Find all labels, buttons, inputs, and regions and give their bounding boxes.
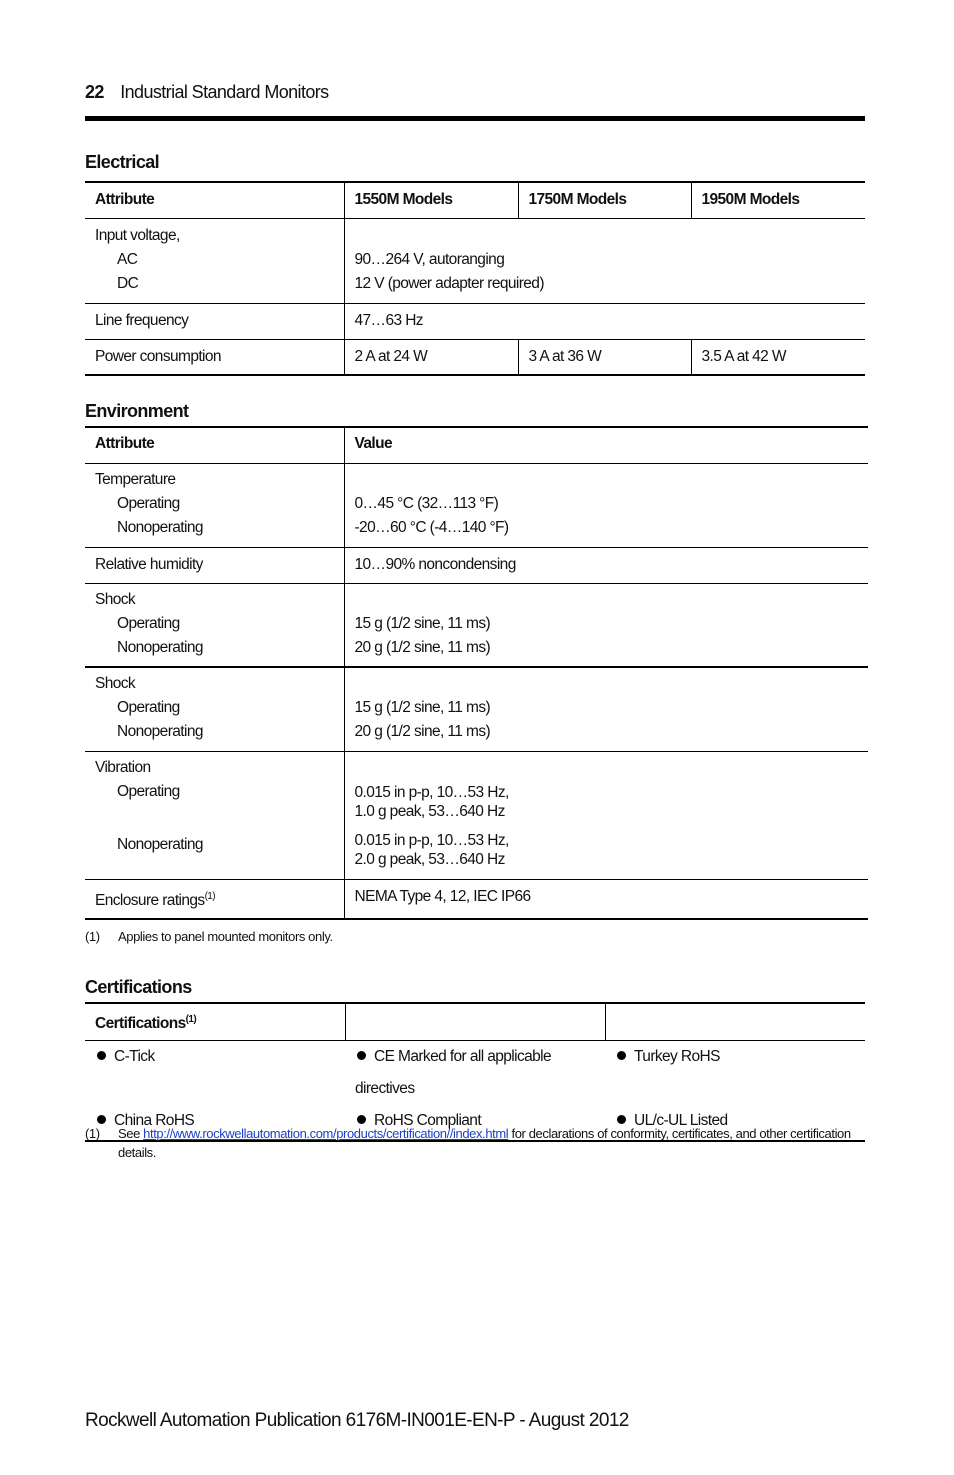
certifications-header-empty-2 [345,1003,605,1041]
vibration-nonoperating-value-2: 2.0 g peak, 53…640 Hz [354,850,505,868]
certifications-header-label: Certifications [95,1015,186,1033]
enclosure-footnote-ref: (1) [204,890,215,902]
electrical-header-row [85,182,865,218]
vibration-nonoperating-value-1: 0.015 in p-p, 10…53 Hz, [354,831,509,849]
power-consumption-label: Power consumption [95,347,221,365]
page-number: 22 [85,82,104,102]
vibration-label: Vibration [95,758,151,776]
row-temperature [85,463,868,547]
temperature-operating-value: 0…45 °C (32…113 °F) [354,494,499,512]
certifications-header-row [85,1003,865,1041]
footnote-mark: (1) [85,1126,100,1141]
input-voltage-label: Input voltage, [95,226,180,244]
line-frequency-label: Line frequency [95,311,189,329]
vibration-operating: Operating [117,782,180,800]
col-1950m: 1950M Models [691,182,865,218]
temperature-nonoperating: Nonoperating [117,518,203,536]
row-input-voltage [85,218,865,303]
shock-nonoperating: Nonoperating [117,638,203,656]
cert-item: Turkey RoHS [605,1041,865,1106]
section-title-certifications: Certifications [85,977,192,997]
col-1750m: 1750M Models [518,182,691,218]
shock-label: Shock [95,675,136,692]
power-1950m: 3.5 A at 42 W [691,339,865,375]
bullet-icon [617,1051,626,1060]
col-1550m: 1550M Models [344,182,518,218]
enclosure-label-cell [85,879,344,919]
bullet-icon [97,1051,106,1060]
environment-header-row [85,427,868,463]
row-power-consumption [85,339,865,375]
power-1750m: 3 A at 36 W [518,339,691,375]
row-shock-1 [85,583,868,667]
certifications-footnote [85,1124,865,1162]
shock-operating-value: 15 g (1/2 sine, 11 ms) [354,614,491,632]
env-col-value: Value [344,427,868,463]
section-title-electrical: Electrical [85,152,160,172]
footnote-post: for declarations of conformity, certificates, and other certification [508,1126,851,1141]
row-enclosure [85,879,868,919]
footnote-details: details. [118,1145,156,1160]
cert-item: China RoHS [85,1105,345,1141]
shock-nonoperating-value: 20 g (1/2 sine, 11 ms) [354,723,491,740]
environment-footnote [85,929,333,944]
env-col-attribute: Attribute [95,435,155,452]
electrical-table [85,181,865,376]
row-shock-2 [85,667,868,751]
cert-item: CE Marked for all applicable directives [355,1048,552,1098]
input-voltage-dc-value: 12 V (power adapter required) [354,274,544,292]
bullet-icon [97,1115,106,1124]
input-voltage-dc: DC [117,274,139,292]
bullet-icon [357,1115,366,1124]
line-frequency-value: 47…63 Hz [344,303,865,339]
row-vibration [85,751,868,879]
shock-operating-value: 15 g (1/2 sine, 11 ms) [354,699,491,716]
enclosure-value: NEMA Type 4, 12, IEC IP66 [344,879,868,919]
power-1550m: 2 A at 24 W [344,339,518,375]
temperature-operating: Operating [117,494,180,512]
temperature-label: Temperature [95,470,176,488]
certifications-header [85,1003,345,1041]
publication-footer: Rockwell Automation Publication 6176M-IN001E-EN-P - August 2012 [85,1410,629,1431]
shock-operating: Operating [117,699,180,716]
footnote-text: Applies to panel mounted monitors only. [118,929,333,944]
vibration-operating-value-2: 1.0 g peak, 53…640 Hz [354,802,505,820]
temperature-nonoperating-value: -20…60 °C (-4…140 °F) [354,518,509,536]
col-attribute: Attribute [95,191,155,208]
certifications-table [85,1002,865,1142]
input-voltage-ac: AC [117,250,138,268]
shock-operating: Operating [117,614,180,632]
bullet-icon [617,1115,626,1124]
bullet-icon [357,1051,366,1060]
running-header [85,82,329,103]
environment-table [85,426,868,920]
cert-item: UL/c-UL Listed [605,1105,865,1141]
certifications-header-empty-3 [605,1003,865,1041]
section-title-environment: Environment [85,401,189,421]
humidity-value: 10…90% noncondensing [344,547,868,583]
cert-item: C-Tick [85,1041,345,1106]
row-line-frequency [85,303,865,339]
certifications-footnote-ref: (1) [185,1014,197,1025]
header-rule [85,116,865,121]
cert-item: RoHS Compliant [345,1105,605,1141]
footnote-mark: (1) [85,929,100,944]
vibration-nonoperating: Nonoperating [117,835,203,853]
shock-nonoperating: Nonoperating [117,723,203,740]
enclosure-label: Enclosure ratings [95,891,205,909]
humidity-label: Relative humidity [95,555,203,573]
footnote-see: See [118,1126,144,1141]
certification-link[interactable]: http://www.rockwellautomation.com/products/certification//index.html [143,1126,509,1141]
row-humidity [85,547,868,583]
vibration-operating-value-1: 0.015 in p-p, 10…53 Hz, [354,783,509,801]
certifications-row-1 [85,1041,865,1106]
running-title: Industrial Standard Monitors [120,82,329,102]
shock-label: Shock [95,590,136,608]
input-voltage-ac-value: 90…264 V, autoranging [354,250,505,268]
shock-nonoperating-value: 20 g (1/2 sine, 11 ms) [354,638,491,656]
